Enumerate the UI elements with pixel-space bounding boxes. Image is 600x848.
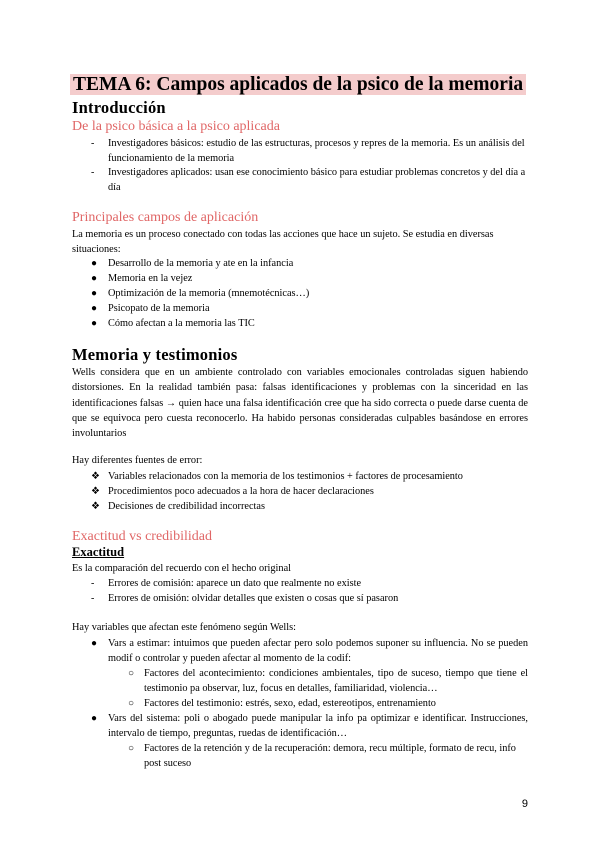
paragraph: Hay diferentes fuentes de error: bbox=[72, 455, 203, 466]
page-number: 9 bbox=[521, 798, 528, 810]
heading-memoria-testimonios: Memoria y testimonios bbox=[72, 345, 238, 364]
list-item: Cómo afectan a la memoria las TIC bbox=[108, 318, 255, 329]
list-item: Memoria en la vejez bbox=[108, 273, 193, 284]
circle-marker: ○ bbox=[128, 698, 135, 709]
dash-marker: - bbox=[91, 167, 95, 178]
list-item: Optimización de la memoria (mnemotécnicas…) bbox=[108, 288, 310, 299]
list-item: Variables relacionados con la memoria de los testimonios + factores de procesamiento bbox=[108, 471, 463, 482]
list-item: Investigadores aplicados: usan ese conocimiento básico para estudiar problemas concretos y del día a día bbox=[108, 167, 526, 193]
subheading-exactitud-credibilidad: Exactitud vs credibilidad bbox=[72, 529, 212, 544]
diamond-marker: ❖ bbox=[91, 501, 100, 512]
bullet-marker: ● bbox=[91, 713, 98, 724]
bullet-marker: ● bbox=[91, 258, 98, 269]
circle-marker: ○ bbox=[128, 668, 135, 679]
list-item: Factores del acontecimiento: condiciones ambientales, tipo de suceso, tiempo que tiene el testimonio pa observar, luz, focus en detalles, familiaridad, violencia… bbox=[144, 668, 528, 695]
list-item: Factores del testimonio: estrés, sexo, edad, estereotipos, entrenamiento bbox=[144, 698, 436, 709]
subheading-campos-aplicacion: Principales campos de aplicación bbox=[72, 210, 259, 225]
list-item: Psicopato de la memoria bbox=[108, 303, 210, 314]
dash-marker: - bbox=[91, 578, 95, 589]
list-item: Factores de la retención y de la recuperación: demora, recu múltiple, formato de recu, info post suceso bbox=[144, 743, 516, 769]
list-item: Desarrollo de la memoria y ate en la infancia bbox=[108, 258, 294, 269]
diamond-marker: ❖ bbox=[91, 486, 100, 497]
list-item: Procedimientos poco adecuados a la hora de hacer declaraciones bbox=[108, 486, 374, 497]
list-item: Decisiones de credibilidad incorrectas bbox=[108, 501, 265, 512]
circle-marker: ○ bbox=[128, 743, 135, 754]
subheading-psico-basica: De la psico básica a la psico aplicada bbox=[72, 119, 280, 134]
bullet-marker: ● bbox=[91, 303, 98, 314]
list-item: Vars del sistema: poli o abogado puede manipular la info pa optimizar e identificar. Instrucciones, intervalo de tiempo, preguntas, ruedas de identificación… bbox=[108, 713, 528, 740]
subheading-exactitud: Exactitud bbox=[72, 545, 125, 559]
diamond-marker: ❖ bbox=[91, 471, 100, 482]
heading-introduccion: Introducción bbox=[72, 98, 166, 117]
paragraph: Hay variables que afectan este fenómeno según Wells: bbox=[72, 622, 296, 633]
bullet-marker: ● bbox=[91, 288, 98, 299]
paragraph: Wells considera que en un ambiente controlado con variables emocionales controladas siguen habiendo distorsiones. En la realidad también pasa: falsas identificaciones y problemas con la sinceridad en las identificaciones falsas → quien hace una falsa identificación cree que ha sido correcta o puede darse cuenta de que se equivoca pero cuesta reconocerlo. Ha habido personas consideradas culpables basándose en errores involuntarios bbox=[72, 367, 528, 440]
bullet-marker: ● bbox=[91, 318, 98, 329]
paragraph: Es la comparación del recuerdo con el hecho original bbox=[72, 563, 291, 574]
list-item: Vars a estimar: intuimos que pueden afectar pero solo podemos suponer su influencia. No se pueden modif o controlar y pueden afectar al momento de la codif: bbox=[108, 638, 528, 665]
list-item: Errores de omisión: olvidar detalles que existen o cosas que sí pasaron bbox=[108, 593, 399, 604]
paragraph: La memoria es un proceso conectado con todas las acciones que hace un sujeto. Se estudia en diversas situaciones: bbox=[72, 229, 494, 255]
dash-marker: - bbox=[91, 593, 95, 604]
list-item: Errores de comisión: aparece un dato que realmente no existe bbox=[108, 578, 362, 589]
dash-marker: - bbox=[91, 138, 95, 149]
page-title: TEMA 6: Campos aplicados de la psico de la memoria bbox=[70, 74, 526, 95]
bullet-marker: ● bbox=[91, 273, 98, 284]
bullet-marker: ● bbox=[91, 638, 98, 649]
list-item: Investigadores básicos: estudio de las estructuras, procesos y repres de la memoria. Es un análisis del funcionamiento de la memoria bbox=[108, 138, 525, 164]
